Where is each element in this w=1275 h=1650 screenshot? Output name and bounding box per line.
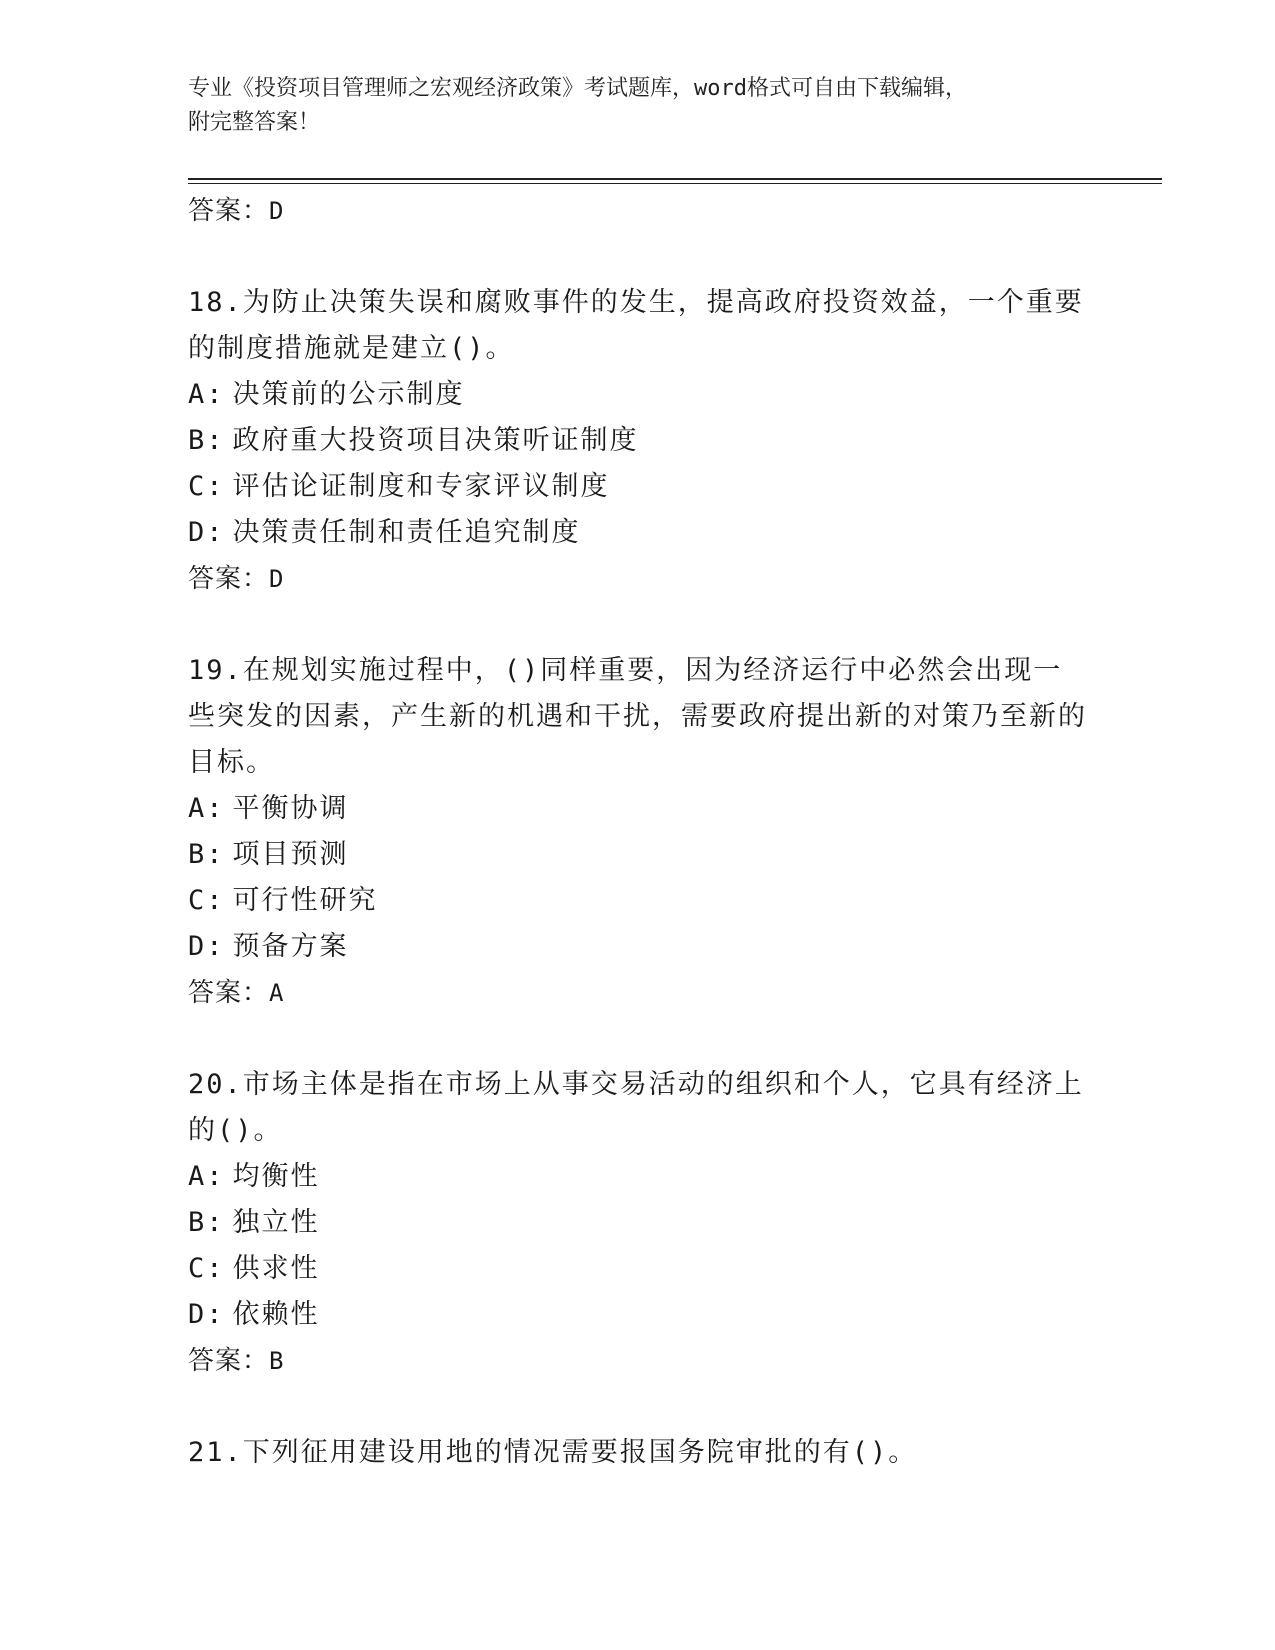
option-text: 供求性 [232, 1253, 320, 1284]
option-key: C: [188, 1253, 225, 1284]
option-key: C: [188, 885, 225, 916]
option-text: 评估论证制度和专家评议制度 [232, 471, 610, 502]
question-block [188, 1430, 1088, 1476]
option-d [188, 924, 1088, 970]
option-text: 可行性研究 [232, 885, 378, 916]
option-text: 决策前的公示制度 [232, 379, 465, 410]
option-key: B: [188, 425, 225, 456]
option-text: 项目预测 [232, 839, 349, 870]
option-text: 独立性 [232, 1207, 320, 1238]
answer-value: D [269, 565, 285, 593]
answer-line [188, 970, 1088, 1016]
answer-label: 答案： [188, 196, 270, 226]
option-text: 依赖性 [232, 1299, 320, 1330]
option-a [188, 1154, 1088, 1200]
header-divider-thin [188, 183, 1162, 184]
answer-label: 答案： [188, 1346, 270, 1376]
option-key: D: [188, 931, 225, 962]
option-key: B: [188, 1207, 225, 1238]
option-text: 均衡性 [232, 1161, 320, 1192]
option-c [188, 1246, 1088, 1292]
page-header [188, 72, 1088, 140]
option-key: D: [188, 1299, 225, 1330]
answer-line [188, 1338, 1088, 1384]
answer-line [188, 556, 1088, 602]
option-text: 预备方案 [232, 931, 349, 962]
option-text: 平衡协调 [232, 793, 349, 824]
option-key: D: [188, 517, 225, 548]
option-b [188, 1200, 1088, 1246]
document-body [188, 188, 1088, 1476]
question-block [188, 280, 1088, 602]
question-stem: 19.在规划实施过程中，()同样重要，因为经济运行中必然会出现一些突发的因素，产生新的机遇和干扰，需要政府提出新的对策乃至新的目标。 [188, 655, 1087, 778]
answer-value: B [269, 1347, 285, 1375]
option-d [188, 1292, 1088, 1338]
answer-label: 答案： [188, 564, 270, 594]
question-stem: 20.市场主体是指在市场上从事交易活动的组织和个人，它具有经济上的()。 [188, 1069, 1084, 1146]
option-key: B: [188, 839, 225, 870]
option-key: A: [188, 379, 225, 410]
question-block [188, 1062, 1088, 1384]
answer-line [188, 188, 1088, 234]
answer-label: 答案： [188, 978, 270, 1008]
question-stem: 18.为防止决策失误和腐败事件的发生，提高政府投资效益，一个重要的制度措施就是建立()。 [188, 287, 1084, 364]
option-key: A: [188, 793, 225, 824]
option-text: 政府重大投资项目决策听证制度 [232, 425, 639, 456]
option-c [188, 464, 1088, 510]
option-a [188, 786, 1088, 832]
option-text: 决策责任制和责任追究制度 [232, 517, 581, 548]
header-line-1: 专业《投资项目管理师之宏观经济政策》考试题库，word格式可自由下载编辑， [188, 76, 967, 101]
option-key: A: [188, 1161, 225, 1192]
option-a [188, 372, 1088, 418]
option-c [188, 878, 1088, 924]
header-divider-thick [188, 178, 1162, 180]
option-d [188, 510, 1088, 556]
question-stem: 21.下列征用建设用地的情况需要报国务院审批的有()。 [188, 1437, 918, 1468]
answer-value: A [269, 979, 285, 1007]
option-b [188, 832, 1088, 878]
option-b [188, 418, 1088, 464]
option-key: C: [188, 471, 225, 502]
header-line-2: 附完整答案！ [188, 110, 321, 135]
question-block [188, 648, 1088, 1016]
answer-value: D [269, 197, 285, 225]
